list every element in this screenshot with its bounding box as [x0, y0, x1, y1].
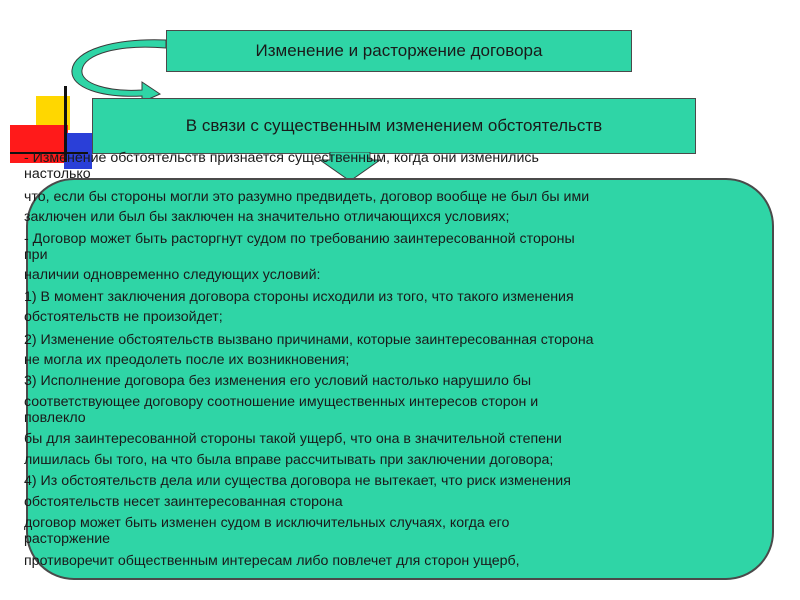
body-line: не могла их преодолеть после их возникновения;: [24, 351, 350, 368]
body-line: - Договор может быть расторгнут судом по требованию заинтересованной стороны: [24, 230, 575, 247]
body-line: 2) Изменение обстоятельств вызвано причинами, которые заинтересованная сторона: [24, 331, 594, 348]
subtitle-box: [92, 98, 696, 154]
body-line: бы для заинтересованной стороны такой ущерб, что она в значительной степени: [24, 431, 562, 448]
body-line: при: [24, 246, 48, 263]
slide-title: Изменение и расторжение договора: [255, 41, 543, 60]
body-line: 3) Исполнение договора без изменения его условий настолько нарушило бы: [24, 373, 532, 390]
slide-title-box: [166, 30, 632, 72]
body-line: настолько: [24, 166, 91, 183]
body-text: [24, 150, 764, 569]
body-line: обстоятельств не произойдет;: [24, 309, 223, 326]
body-line: расторжение: [24, 531, 111, 548]
body-line: соответствующее договору соотношение имущественных интересов сторон и: [24, 393, 539, 410]
body-line: договор может быть изменен судом в исключительных случаях, когда его: [24, 515, 510, 532]
body-line: 1) В момент заключения договора стороны исходили из того, что такого изменения: [24, 288, 574, 305]
body-line: - Изменение обстоятельств признается существенным, когда они изменились: [24, 150, 539, 166]
body-line: что, если бы стороны могли это разумно предвидеть, договор вообще не был бы ими: [24, 188, 590, 205]
curved-arrow-icon: [64, 36, 168, 102]
body-line: повлекло: [24, 410, 86, 427]
body-line: противоречит общественным интересам либо повлечет для сторон ущерб,: [24, 552, 520, 569]
slide-subtitle: В связи с существенным изменением обстоятельств: [185, 116, 603, 135]
body-line: лишилась бы того, на что была вправе рассчитывать при заключении договора;: [24, 451, 554, 468]
body-line: 4) Из обстоятельств дела или существа договора не вытекает, что риск изменения: [24, 473, 571, 490]
body-line: обстоятельств несет заинтересованная сторона: [24, 493, 343, 510]
body-line: наличии одновременно следующих условий:: [24, 267, 321, 284]
body-line: заключен или был бы заключен на значительно отличающихся условиях;: [24, 209, 510, 226]
